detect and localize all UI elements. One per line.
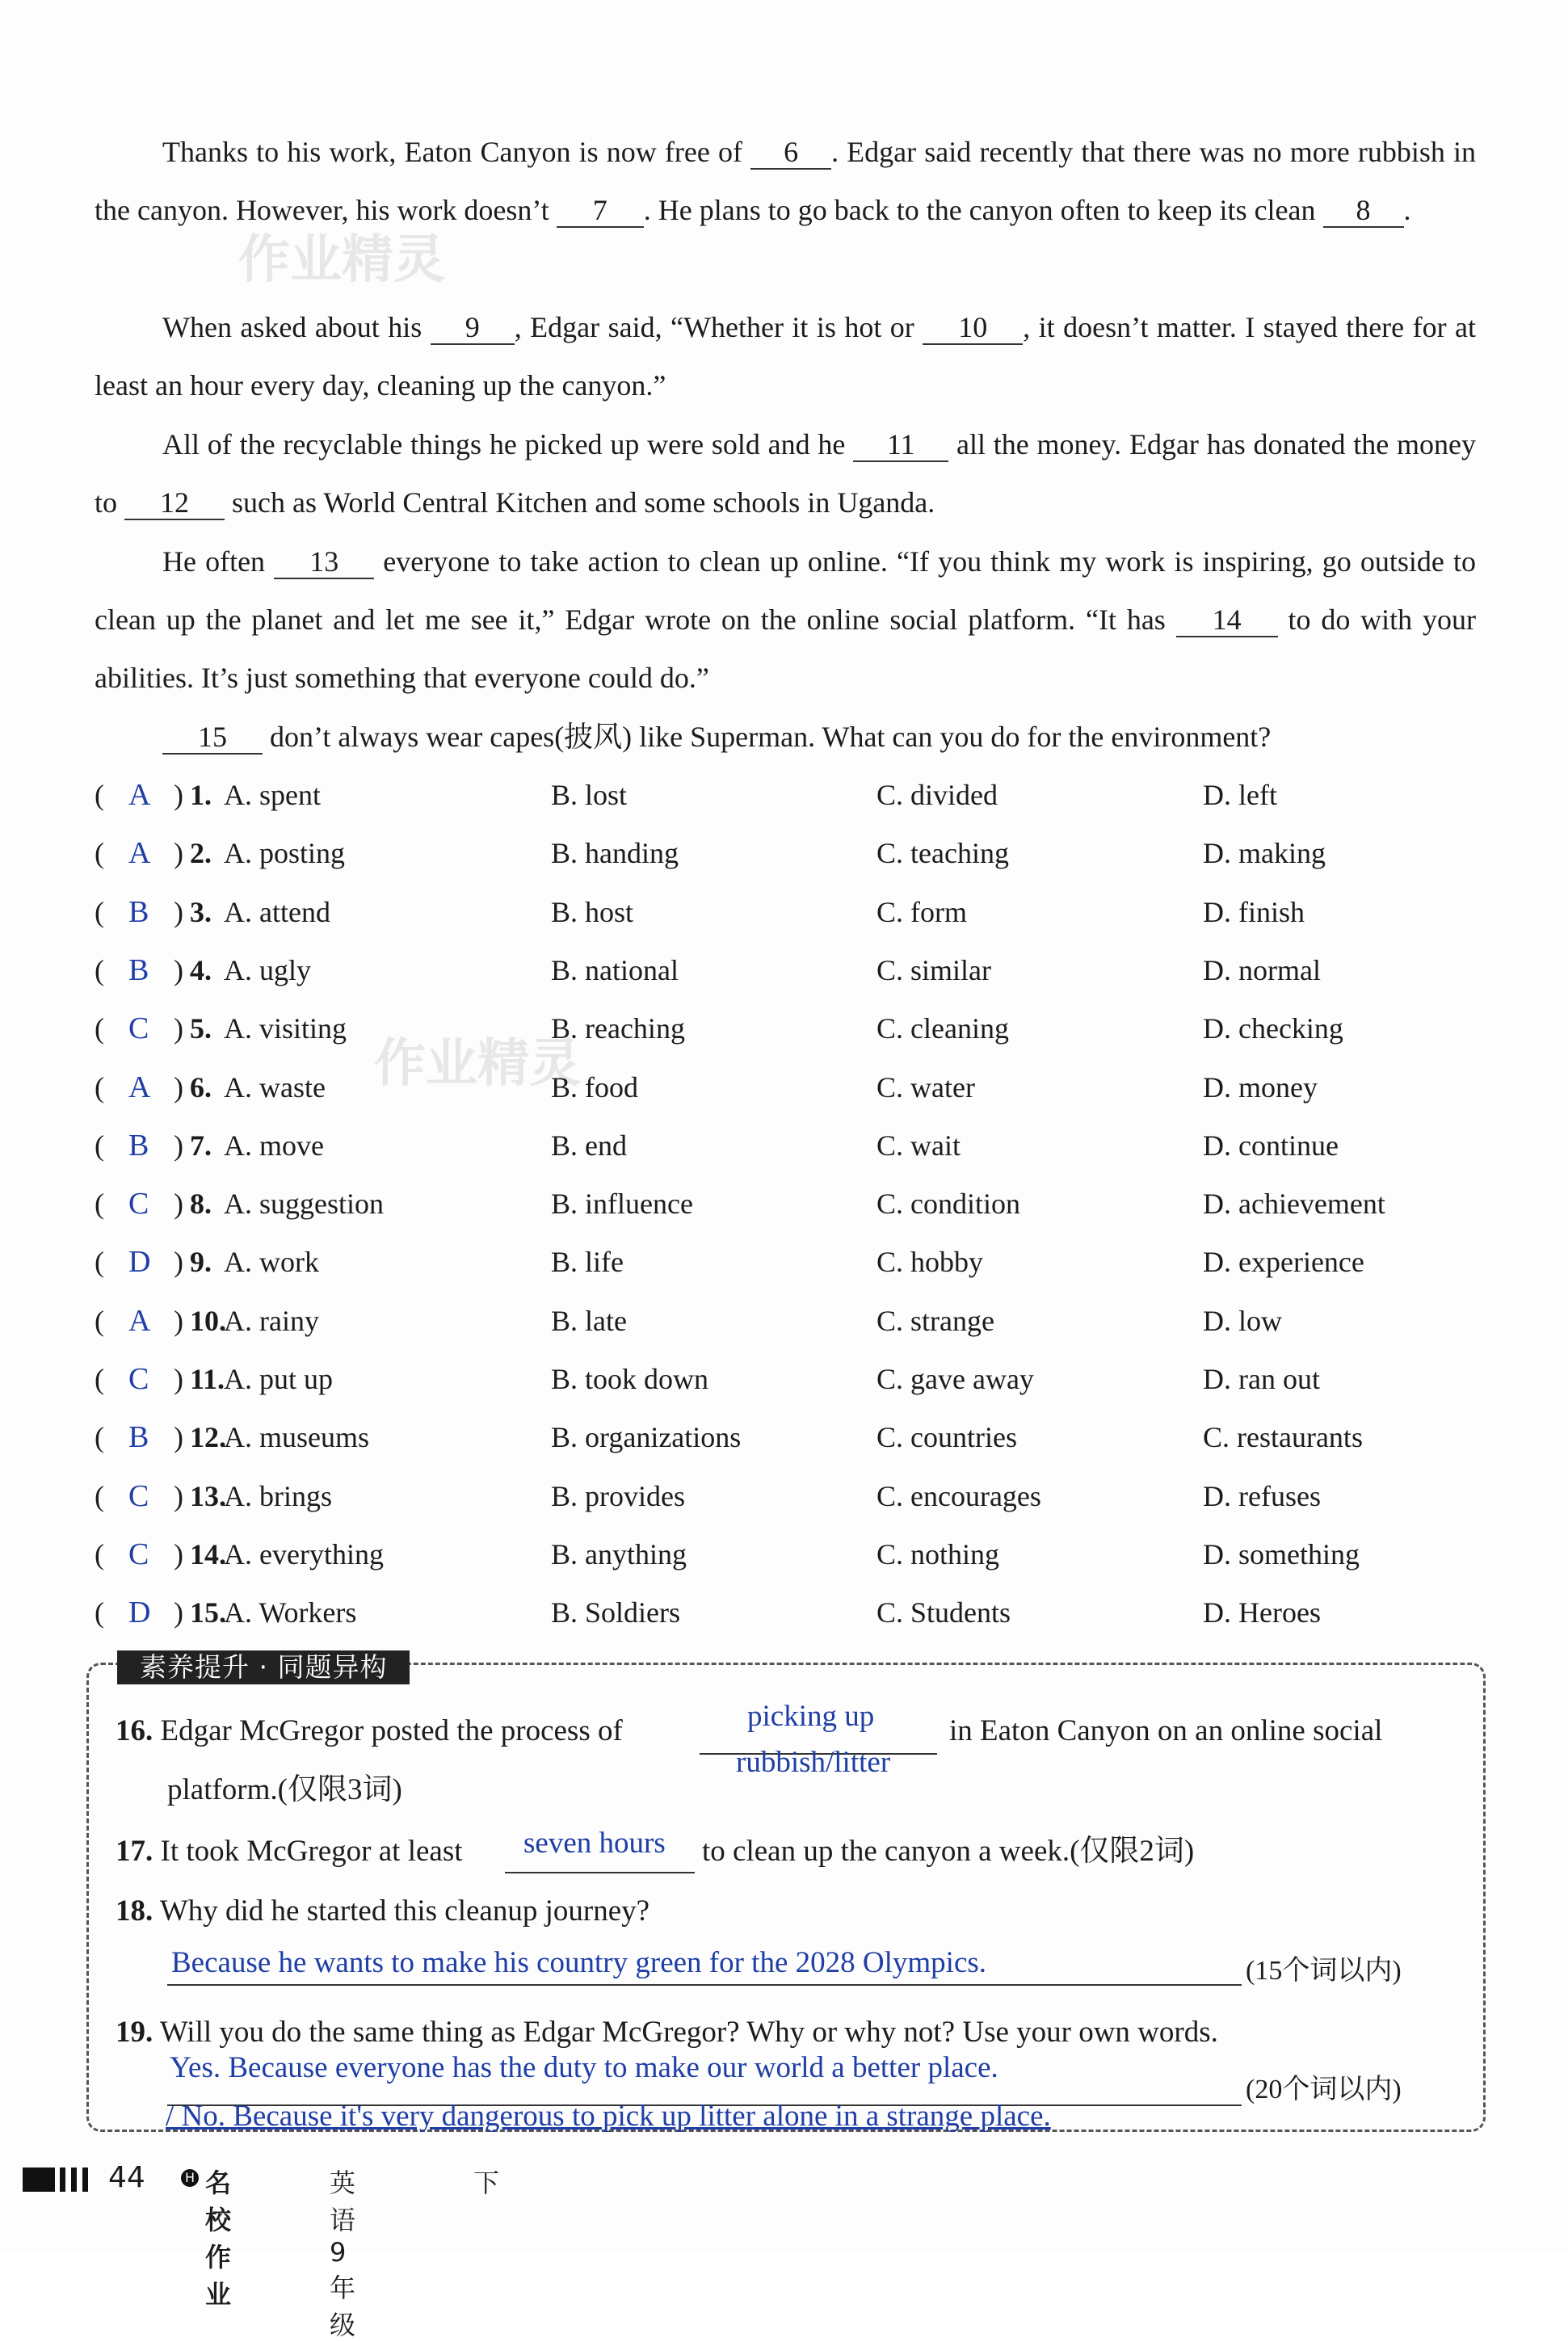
option-b: B. food [551,1070,638,1104]
paren-right: ) [174,1129,183,1162]
question-number: 18. [116,1894,153,1928]
option-d: D. achievement [1203,1188,1385,1221]
question-row [95,1350,1484,1408]
paren-right: ) [174,1070,183,1104]
option-b: B. organizations [551,1421,742,1454]
text: all the money. Edgar has donated the money to [95,428,1476,519]
paren-right: ) [174,895,183,928]
option-a: A. museums [224,1421,369,1454]
option-b: B. influence [551,1188,693,1221]
text: . [1403,194,1411,226]
text: . Edgar said recently that there was no more rubbish in the canyon. However, his work doesn’t [95,136,1477,226]
answer-19-line1: Yes. Because everyone has the duty to make our world a better place. [170,2051,998,2084]
question-text: Why did he started this cleanup journey? [159,1894,650,1928]
paren-left: ( [95,1479,104,1512]
question-number: 4. [190,953,212,986]
option-a: A. Workers [224,1596,357,1629]
question-17 [116,1827,463,1876]
option-c: C. gave away [876,1363,1034,1395]
option-d: C. restaurants [1203,1421,1363,1454]
page-number: 44 [108,2161,145,2194]
question-number: 11. [190,1363,225,1395]
book-logo-icon: H [181,2169,199,2187]
question-number: 1. [190,779,212,811]
paren-left: ( [95,1246,104,1279]
paren-right: ) [174,779,183,811]
answer-16-line2: rubbish/litter [736,1746,891,1779]
paren-left: ( [95,895,104,928]
paren-right: ) [174,837,183,870]
option-b: B. late [551,1304,627,1337]
answer-letter: A [128,1070,151,1104]
passage-paragraph-5 [95,708,1476,766]
option-c: C. wait [876,1129,961,1162]
question-text: Edgar McGregor posted the process of [160,1714,623,1747]
question-number: 3. [190,895,212,928]
answer-letter: B [128,952,149,987]
option-a: A. move [224,1129,324,1162]
question-text: It took McGregor at least [160,1835,463,1868]
option-c: C. encourages [876,1479,1041,1512]
option-d: D. checking [1203,1012,1343,1045]
option-c: C. form [876,895,967,928]
question-number: 17. [116,1835,153,1868]
blank-8: 8 [1323,194,1404,228]
question-number: 19. [116,2016,153,2049]
question-number: 9. [190,1246,212,1279]
watermark-mid: 作业精灵 [374,1034,581,1094]
paren-right: ) [174,1188,183,1221]
option-a: A. work [224,1246,319,1279]
answer-letter: C [128,1187,149,1221]
bars-icon [23,2168,87,2192]
answer-letter: B [128,894,149,929]
blank-10: 10 [923,311,1023,345]
text: to do with your abilities. It’s just something that everyone could do.” [95,603,1477,694]
option-c: C. similar [876,953,991,986]
question-row [95,824,1484,882]
question-17-cont: to clean up the canyon a week.(仅限2词) [702,1835,1195,1868]
blank-11: 11 [853,428,948,462]
option-c: C. Students [876,1596,1011,1629]
paren-left: ( [95,953,104,986]
blank-12: 12 [124,486,225,520]
subject-grade: 英语9年级 [330,2168,356,2340]
watermark-top: 作业精灵 [238,230,445,290]
passage-paragraph-4 [95,532,1476,707]
option-d: D. refuses [1203,1479,1321,1512]
answer-letter: A [128,1303,151,1338]
answer-letter: A [128,836,151,871]
blank-9: 9 [431,311,515,345]
question-number: 14. [190,1537,226,1570]
option-b: B. end [551,1129,627,1162]
option-a: A. spent [224,779,321,811]
answer-letter: D [128,1596,151,1630]
paren-left: ( [95,779,104,811]
option-c: C. cleaning [876,1012,1009,1045]
question-row [95,1233,1484,1291]
question-number: 6. [190,1070,212,1104]
volume: 下 [473,2168,500,2198]
option-d: D. Heroes [1203,1596,1321,1629]
option-d: D. experience [1203,1246,1364,1279]
answer-letter: D [128,1245,151,1280]
paren-left: ( [95,1188,104,1221]
question-row [95,883,1484,941]
option-d: D. making [1203,837,1326,870]
option-d: D. ran out [1203,1363,1320,1395]
word-limit-19: (20个词以内) [1246,2075,1402,2104]
paren-left: ( [95,1537,104,1570]
text: don’t always wear capes(披风) like Superman. What can you do for the environment? [263,721,1272,753]
word-limit-18: (15个词以内) [1246,1956,1402,1986]
paren-left: ( [95,1012,104,1045]
paren-left: ( [95,1129,104,1162]
paren-left: ( [95,1421,104,1454]
blank-14: 14 [1176,603,1278,637]
text: everyone to take action to clean up online. “If you think my work is inspiring, go outside to clean up the planet and let me see it,” Edgar wrote on the online social platform. “It has [95,545,1476,636]
answer-line-17 [505,1872,695,1873]
option-b: B. took down [551,1363,709,1395]
option-b: B. Soldiers [551,1596,681,1629]
question-row [95,1408,1484,1466]
option-b: B. reaching [551,1012,685,1045]
paren-right: ) [174,1479,183,1512]
blank-6: 6 [750,136,831,170]
question-row [95,1292,1484,1350]
question-row [95,1116,1484,1175]
option-c: C. hobby [876,1246,984,1279]
question-row [95,1175,1484,1233]
option-b: B. lost [551,779,628,811]
option-c: C. strange [876,1304,994,1337]
option-d: D. finish [1203,895,1305,928]
text: All of the recyclable things he picked up were sold and he [162,428,854,460]
paren-left: ( [95,837,104,870]
question-16-cont2: platform.(仅限3词) [167,1773,402,1806]
answer-letter: B [128,1128,149,1163]
option-a: A. waste [224,1070,326,1104]
paren-right: ) [174,1596,183,1629]
question-number: 13. [190,1479,226,1512]
option-a: A. visiting [224,1012,347,1045]
question-number: 12. [190,1421,226,1454]
paren-right: ) [174,1304,183,1337]
answer-17: seven hours [523,1827,666,1860]
option-c: C. nothing [876,1537,1000,1570]
paren-right: ) [174,1246,183,1279]
question-16 [116,1707,623,1755]
option-a: A. attend [224,895,330,928]
text: Thanks to his work, Eaton Canyon is now free of [162,136,751,168]
answer-letter: A [128,778,151,812]
passage-paragraph-2 [95,298,1476,414]
text: He often [162,545,275,578]
question-row [95,1058,1484,1116]
option-c: C. condition [876,1188,1020,1221]
passage-paragraph-1 [95,123,1476,239]
paren-left: ( [95,1363,104,1395]
paren-left: ( [95,1070,104,1104]
answer-letter: C [128,1362,149,1396]
question-number: 15. [190,1596,226,1629]
passage-paragraph-3 [95,415,1476,532]
option-a: A. everything [224,1537,384,1570]
book-title: 名校作业 [205,2168,232,2310]
answer-16-line1: picking up [747,1700,875,1733]
option-a: A. ugly [224,953,311,986]
paren-right: ) [174,1012,183,1045]
option-a: A. rainy [224,1304,319,1337]
answer-letter: C [128,1011,149,1046]
question-row [95,1525,1484,1583]
answer-18: Because he wants to make his country green for the 2028 Olympics. [171,1946,987,1979]
section-badge: 素养提升 · 同题异构 [117,1650,410,1684]
paren-left: ( [95,1304,104,1337]
blank-7: 7 [557,194,644,228]
option-a: A. posting [224,837,346,870]
option-a: A. brings [224,1479,332,1512]
option-c: C. water [876,1070,975,1104]
option-b: B. handing [551,837,679,870]
option-d: D. money [1203,1070,1318,1104]
option-a: A. suggestion [224,1188,384,1221]
question-number: 10. [190,1304,226,1337]
paren-right: ) [174,1421,183,1454]
option-c: C. countries [876,1421,1017,1454]
question-18 [116,1887,649,1936]
blank-15: 15 [162,721,263,755]
answer-letter: C [128,1537,149,1571]
answer-19-line2: / No. Because it's very dangerous to pick up litter alone in a strange place. [166,2100,1051,2133]
text: When asked about his [162,311,431,343]
option-d: D. left [1203,779,1277,811]
text: , Edgar said, “Whether it is hot or [514,311,923,343]
text: , it doesn’t matter. I stayed there for at least an hour every day, cleaning up the canyon.” [95,311,1476,402]
option-b: B. life [551,1246,624,1279]
question-row [95,1583,1484,1642]
option-d: D. normal [1203,953,1321,986]
question-16-cont: in Eaton Canyon on an online social [949,1714,1383,1747]
question-number: 2. [190,837,212,870]
text: . He plans to go back to the canyon often to keep its clean [643,194,1323,226]
option-b: B. anything [551,1537,687,1570]
paren-left: ( [95,1596,104,1629]
question-number: 7. [190,1129,212,1162]
option-d: D. continue [1203,1129,1339,1162]
option-b: B. host [551,895,634,928]
paren-right: ) [174,1537,183,1570]
text: such as World Central Kitchen and some schools in Uganda. [225,486,935,519]
option-b: B. provides [551,1479,685,1512]
question-number: 16. [116,1714,153,1747]
question-row [95,766,1484,824]
option-c: C. divided [876,779,998,811]
option-d: D. something [1203,1537,1360,1570]
paren-right: ) [174,1363,183,1395]
question-row [95,999,1484,1057]
option-c: C. teaching [876,837,1009,870]
paren-right: ) [174,953,183,986]
question-text: Will you do the same thing as Edgar McGregor? Why or why not? Use your own words. [159,2016,1218,2049]
option-a: A. put up [224,1363,333,1395]
option-d: D. low [1203,1304,1282,1337]
question-number: 8. [190,1188,212,1221]
blank-13: 13 [274,545,374,579]
answer-letter: C [128,1478,149,1513]
option-b: B. national [551,953,679,986]
question-number: 5. [190,1012,212,1045]
question-row [95,1467,1484,1525]
question-row [95,941,1484,999]
answer-letter: B [128,1420,149,1455]
